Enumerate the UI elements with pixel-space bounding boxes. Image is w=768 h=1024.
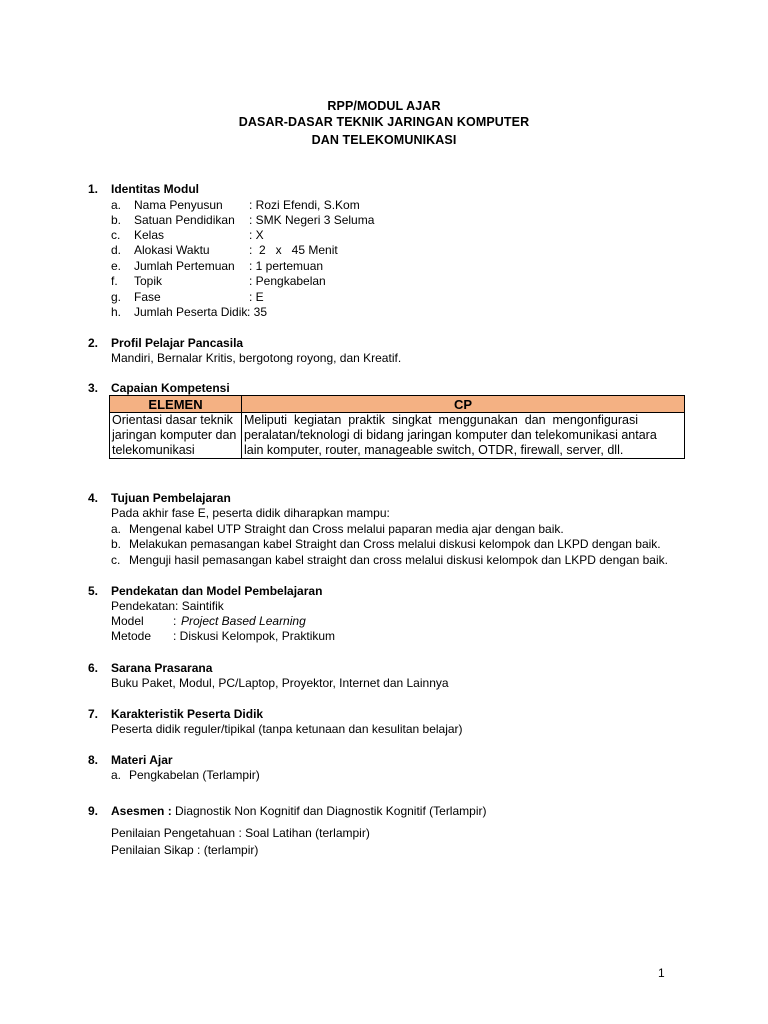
section-2-heading: Profil Pelajar Pancasila	[111, 336, 244, 350]
goal-letter: c.	[111, 553, 121, 567]
identity-label: Jumlah Pertemuan	[134, 259, 235, 273]
elemen-line: Orientasi dasar teknik	[112, 413, 233, 427]
metode-label: Metode	[111, 629, 152, 643]
identity-letter: a.	[111, 198, 122, 212]
section-8-heading: Materi Ajar	[111, 753, 173, 767]
goal-text: Melakukan pemasangan kabel Straight dan Cross melalui diskusi kelompok dan LKPD dengan baik.	[129, 537, 661, 551]
table-header-row	[110, 396, 685, 413]
section-6-text: Buku Paket, Modul, PC/Laptop, Proyektor, Internet dan Lainnya	[111, 676, 449, 690]
materi-text: Pengkabelan (Terlampir)	[129, 768, 260, 782]
section-4-intro: Pada akhir fase E, peserta didik diharapkan mampu:	[111, 506, 390, 520]
identity-value: : 35	[247, 305, 268, 319]
section-7-text: Peserta didik reguler/tipikal (tanpa ketunaan dan kesulitan belajar)	[111, 722, 463, 736]
section-2-number: 2.	[88, 336, 99, 350]
identity-letter: c.	[111, 228, 121, 242]
identity-label: Topik	[134, 274, 163, 288]
goal-letter: a.	[111, 522, 122, 536]
identity-letter: b.	[111, 213, 122, 227]
identity-value: : 2 x 45 Menit	[249, 243, 338, 257]
cp-line: Meliputi kegiatan praktik singkat menggunakan dan mengonfigurasi	[244, 413, 638, 427]
metode-value: : Diskusi Kelompok, Praktikum	[173, 629, 336, 643]
goal-letter: b.	[111, 537, 122, 551]
section-5-heading: Pendekatan dan Model Pembelajaran	[111, 584, 323, 598]
identity-label: Nama Penyusun	[134, 198, 223, 212]
pendekatan-text: Pendekatan: Saintifik	[111, 599, 224, 613]
cp-line: lain komputer, router, manageable switch, OTDR, firewall, server, dll.	[244, 443, 624, 457]
section-9-heading: Asesmen :	[111, 804, 172, 818]
section-3-number: 3.	[88, 381, 99, 395]
identity-value: : X	[249, 228, 264, 242]
doc-title-line1: RPP/MODUL AJAR	[327, 99, 441, 113]
section-9-number: 9.	[88, 804, 99, 818]
cp-line: peralatan/teknologi di bidang jaringan komputer dan telekomunikasi antara	[244, 428, 657, 442]
penilaian-pengetahuan: Penilaian Pengetahuan : Soal Latihan (terlampir)	[111, 826, 370, 840]
identity-letter: h.	[111, 305, 122, 319]
goal-text: Menguji hasil pemasangan kabel straight dan cross melalui diskusi kelompok dan LKPD dengan baik.	[129, 553, 668, 567]
identity-label: Kelas	[134, 228, 165, 242]
identity-value: : E	[249, 290, 264, 304]
section-1-heading: Identitas Modul	[111, 182, 199, 196]
page-number: 1	[658, 966, 665, 980]
identity-value: : Rozi Efendi, S.Kom	[249, 198, 360, 212]
model-colon: :	[173, 614, 177, 628]
section-3-heading: Capaian Kompetensi	[111, 381, 230, 395]
section-1-number: 1.	[88, 182, 99, 196]
section-6-number: 6.	[88, 661, 99, 675]
table-row	[110, 413, 685, 459]
section-5-number: 5.	[88, 584, 99, 598]
section-4-number: 4.	[88, 491, 99, 505]
identity-label: Jumlah Peserta Didik	[134, 305, 248, 319]
identity-letter: d.	[111, 243, 122, 257]
identity-letter: g.	[111, 290, 122, 304]
section-4-heading: Tujuan Pembelajaran	[111, 491, 231, 505]
section-8-number: 8.	[88, 753, 99, 767]
elemen-line: jaringan komputer dan	[112, 428, 237, 442]
cp-cell	[242, 413, 685, 459]
capaian-table	[109, 395, 685, 459]
section-7-number: 7.	[88, 707, 99, 721]
identity-value: : 1 pertemuan	[249, 259, 324, 273]
identity-value: : Pengkabelan	[249, 274, 326, 288]
materi-letter: a.	[111, 768, 122, 782]
identity-label: Fase	[134, 290, 161, 304]
identity-label: Satuan Pendidikan	[134, 213, 235, 227]
identity-value: : SMK Negeri 3 Seluma	[249, 213, 375, 227]
identity-label: Alokasi Waktu	[134, 243, 210, 257]
asesmen-text: Diagnostik Non Kognitif dan Diagnostik Kognitif (Terlampir)	[175, 804, 487, 818]
table-header-elemen: ELEMEN	[110, 396, 242, 413]
model-value: Project Based Learning	[181, 614, 306, 628]
doc-title-line3: DAN TELEKOMUNIKASI	[311, 133, 457, 147]
model-label: Model	[111, 614, 144, 628]
table-header-cp: CP	[242, 396, 685, 413]
section-7-heading: Karakteristik Peserta Didik	[111, 707, 264, 721]
section-6-heading: Sarana Prasarana	[111, 661, 213, 675]
doc-title-line2: DASAR-DASAR TEKNIK JARINGAN KOMPUTER	[238, 115, 530, 129]
identity-letter: f.	[111, 274, 118, 288]
goal-text: Mengenal kabel UTP Straight dan Cross melalui paparan media ajar dengan baik.	[129, 522, 564, 536]
identity-letter: e.	[111, 259, 122, 273]
penilaian-sikap: Penilaian Sikap : (terlampir)	[111, 843, 259, 857]
elemen-line: telekomunikasi	[112, 443, 195, 457]
elemen-cell	[110, 413, 242, 459]
section-2-text: Mandiri, Bernalar Kritis, bergotong royong, dan Kreatif.	[111, 351, 402, 365]
